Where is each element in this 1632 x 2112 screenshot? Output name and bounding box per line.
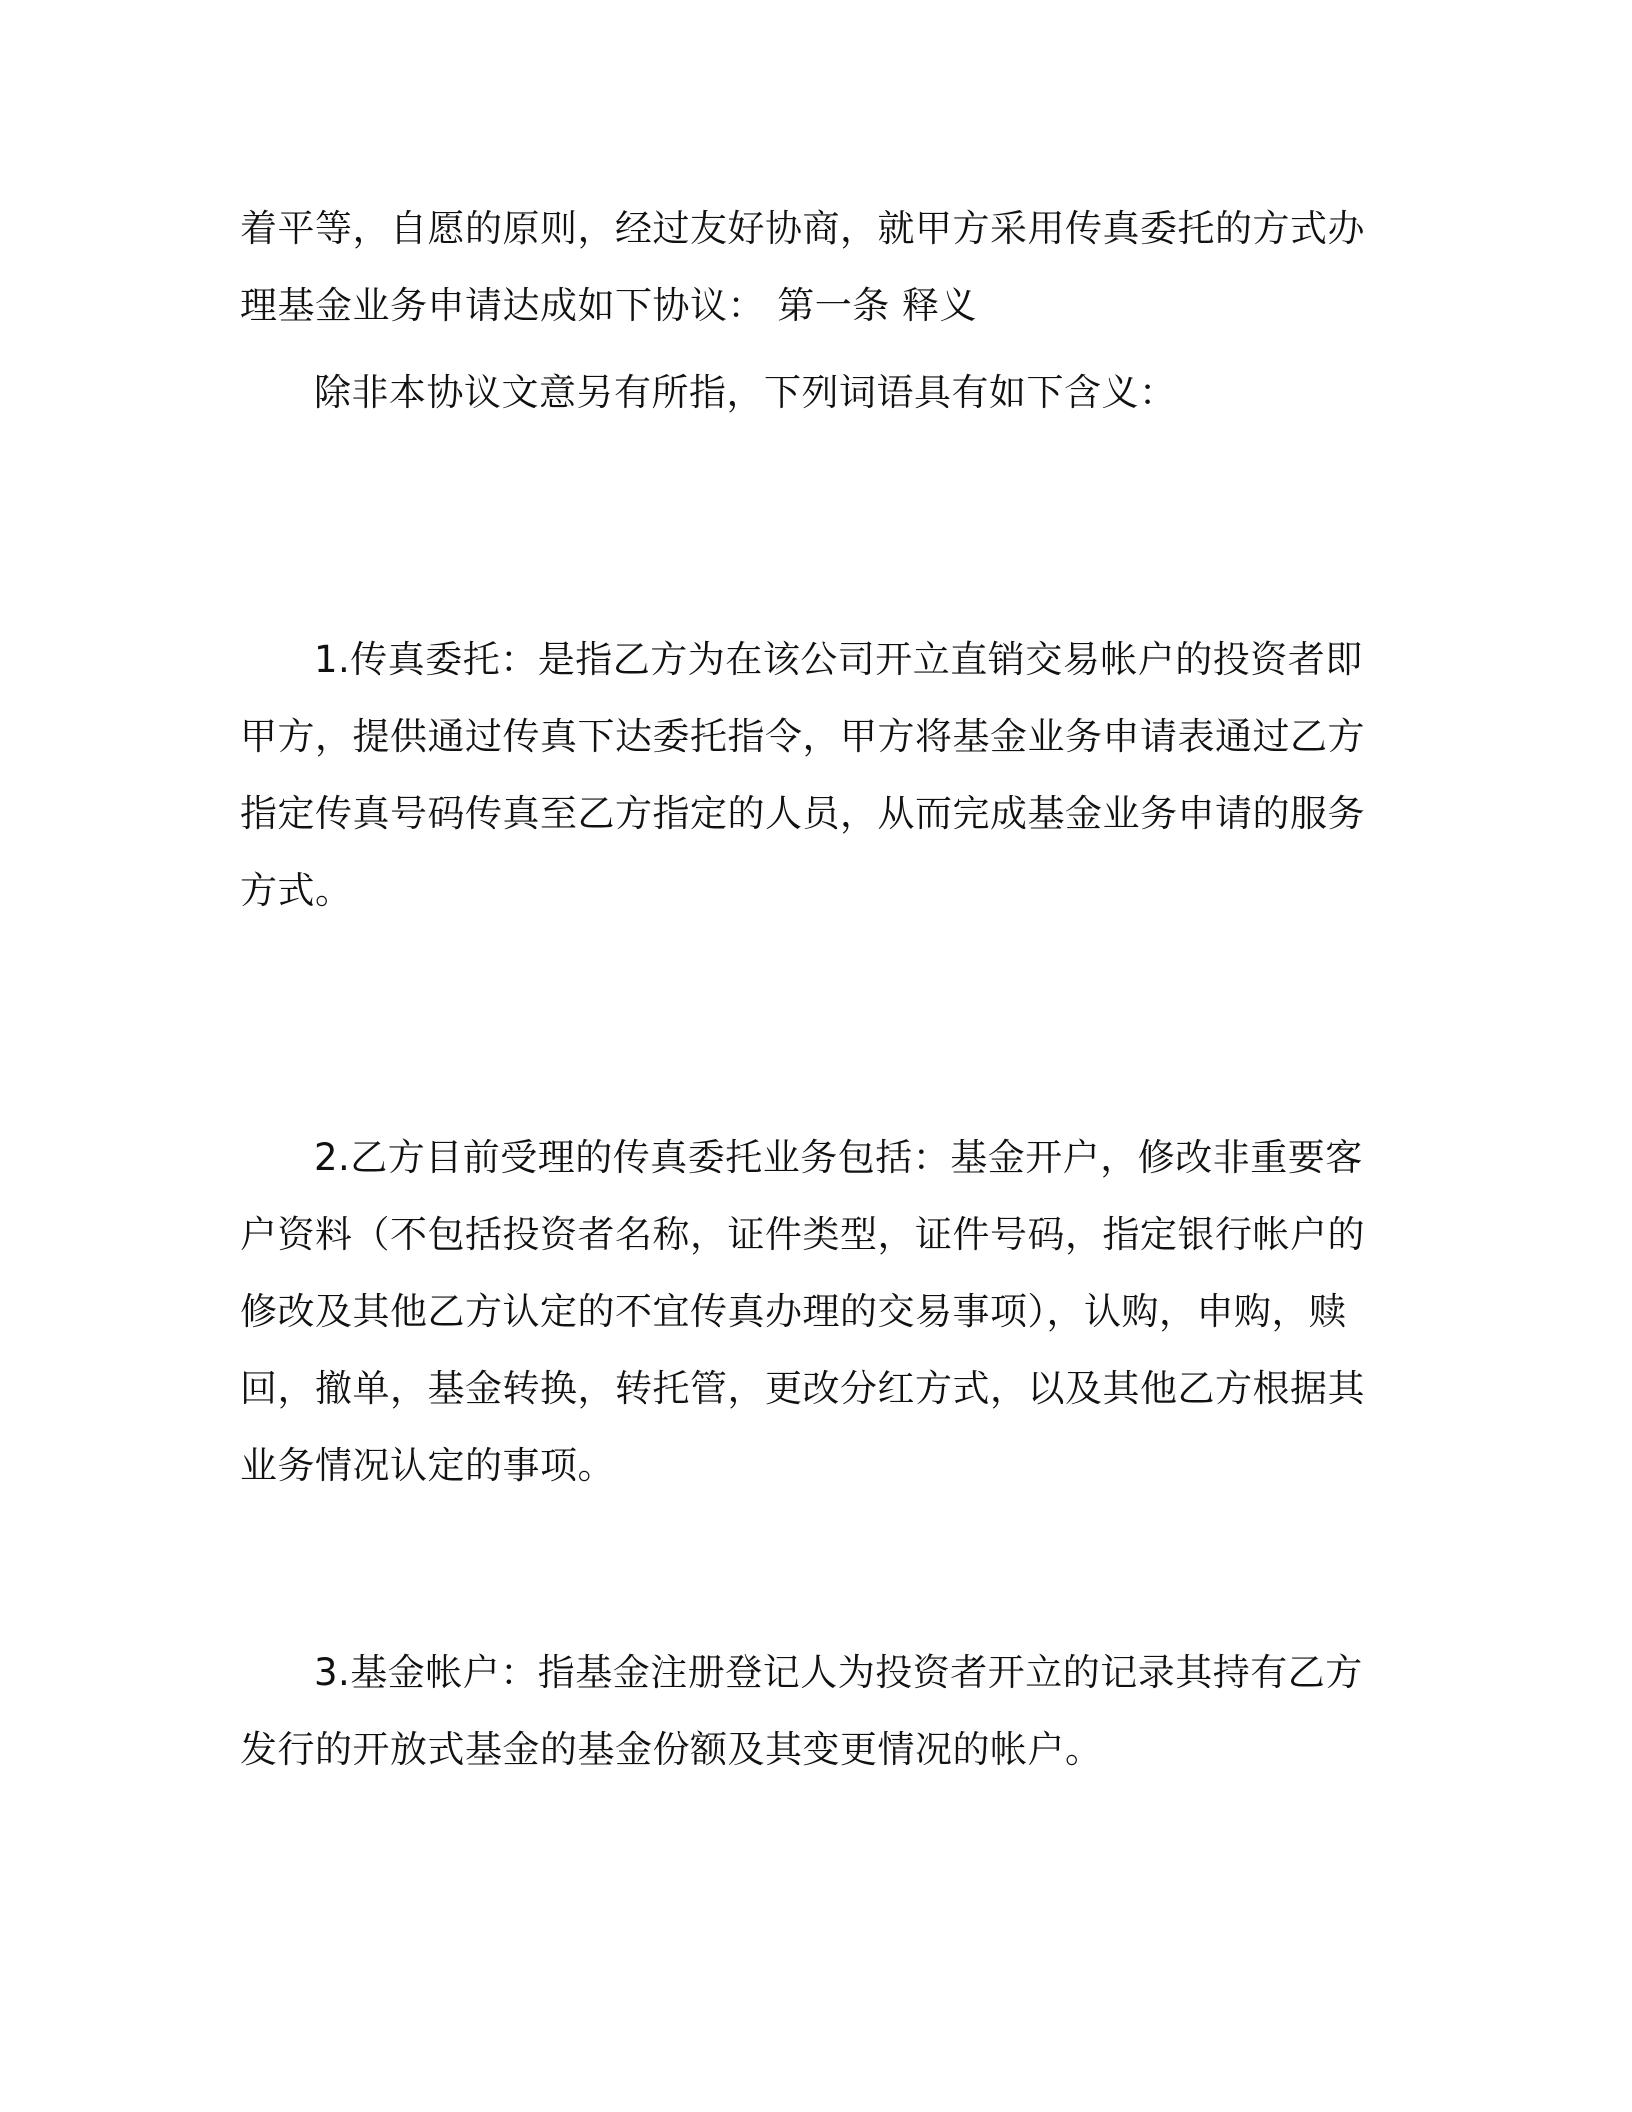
spacer (240, 344, 1365, 354)
paragraph-definitions-lead: 除非本协议文意另有所指，下列词语具有如下含义： (314, 371, 1177, 414)
paragraph-item-1: 1.传真委托：是指乙方为在该公司开立直销交易帐户的投资者即甲方，提供通过传真下达委托指令，甲方将基金业务申请表通过乙方指定传真号码传真至乙方指定的人员，从而完成基金业务申请的服务方式。 (240, 638, 1365, 912)
paragraph-item-3: 3.基金帐户：指基金注册登记人为投资者开立的记录其持有乙方发行的开放式基金的基金份额及其变更情况的帐户。 (240, 1651, 1363, 1771)
paragraph-intro: 着平等，自愿的原则，经过友好协商，就甲方采用传真委托的方式办理基金业务申请达成如下协议： 第一条 释义 (240, 207, 1365, 327)
spacer (240, 1504, 1365, 1634)
spacer (240, 929, 1365, 1119)
document-body (240, 190, 1365, 1788)
paragraph-item-2: 2.乙方目前受理的传真委托业务包括：基金开户，修改非重要客户资料（不包括投资者名称，证件类型，证件号码，指定银行帐户的修改及其他乙方认定的不宜传真办理的交易事项），认购，申购，赎回，撤单，基金转换，转托管，更改分红方式，以及其他乙方根据其业务情况认定的事项。 (240, 1136, 1365, 1487)
spacer (240, 431, 1365, 621)
